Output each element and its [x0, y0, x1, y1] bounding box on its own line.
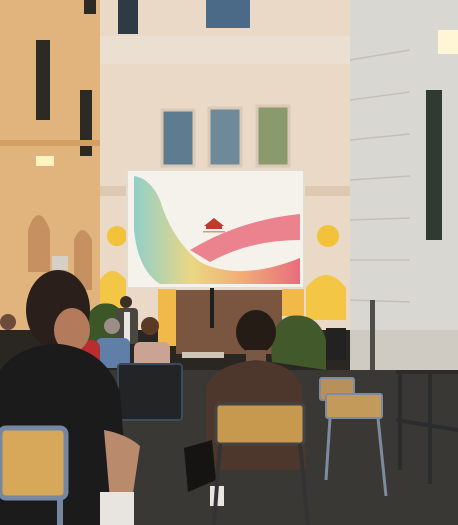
arch-pillar-left — [158, 286, 176, 346]
arch-pillar-right — [282, 286, 304, 316]
air-conditioner — [52, 256, 68, 270]
right-window — [426, 90, 442, 240]
left-wall-lamp — [36, 156, 54, 166]
left-window-3 — [84, 0, 96, 14]
center-window-1 — [162, 110, 194, 166]
top-window-1 — [118, 0, 138, 34]
stage-table — [182, 352, 224, 358]
left-window-1 — [36, 40, 50, 120]
arch-glow-left — [107, 226, 127, 246]
left-arch — [28, 215, 50, 272]
arch-glow-right — [317, 225, 339, 247]
left-window-2 — [80, 90, 92, 156]
center-window-2 — [209, 108, 241, 166]
right-wall-lamp — [438, 30, 458, 54]
screen-stand — [210, 288, 214, 328]
top-window-2 — [206, 0, 250, 28]
center-window-3 — [257, 106, 289, 166]
left-ledge — [0, 140, 100, 146]
center-building-top-band — [96, 36, 352, 64]
arch-lit-right — [306, 275, 346, 320]
speaker — [326, 328, 346, 360]
